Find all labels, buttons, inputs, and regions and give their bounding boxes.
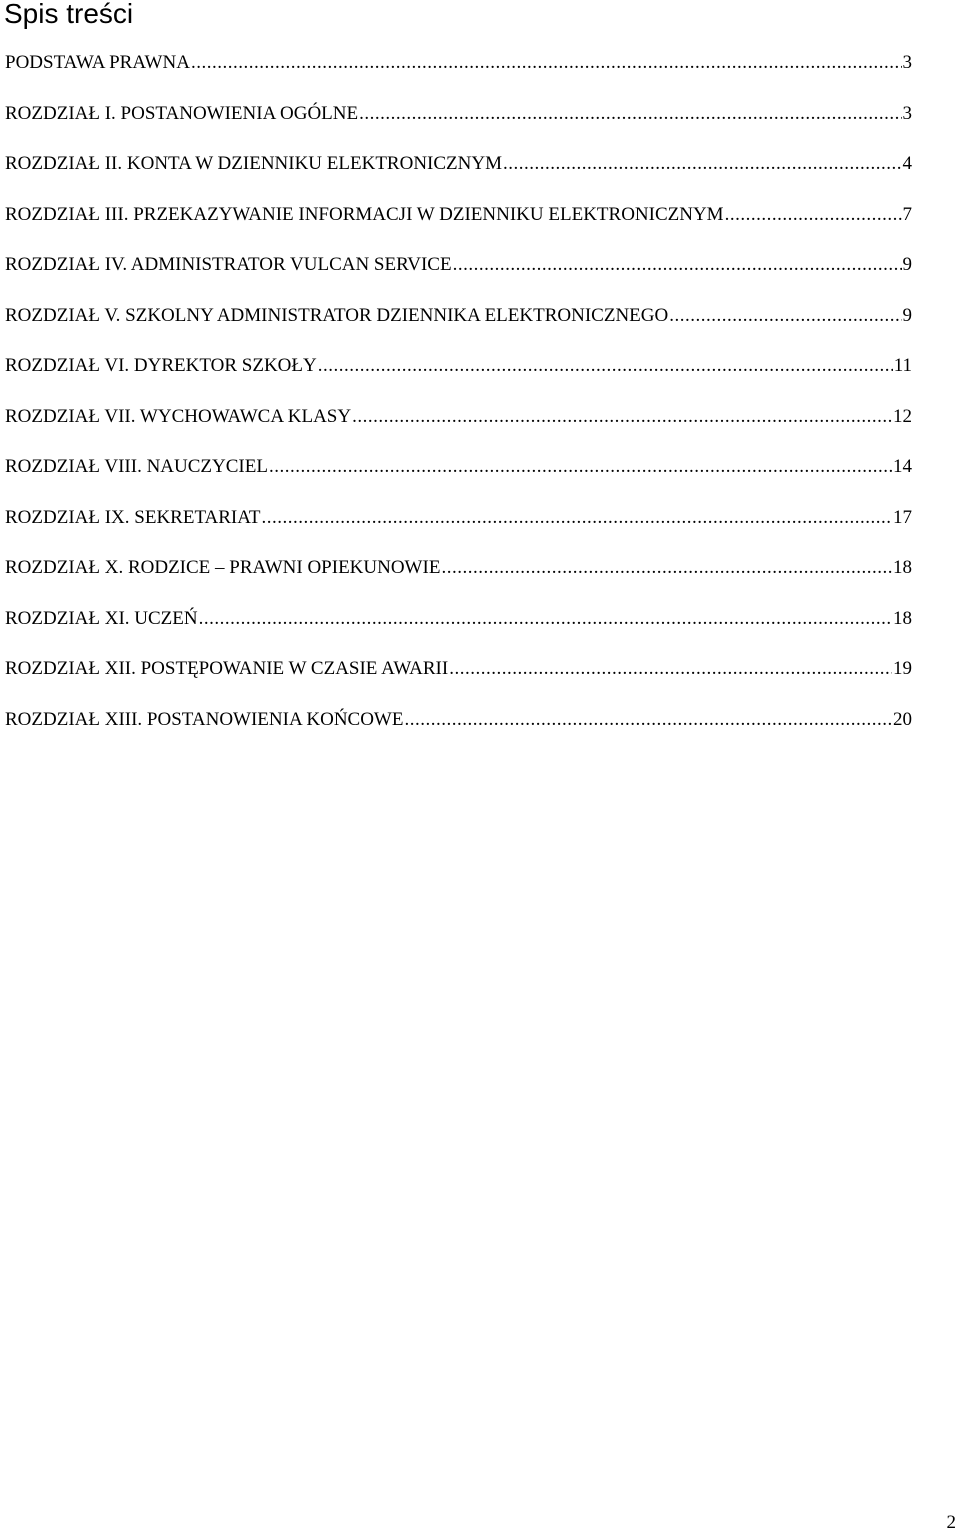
toc-entry-page: 4 — [902, 153, 912, 174]
toc-entry-label: ROZDZIAŁ V. SZKOLNY ADMINISTRATOR DZIENNIKA ELEKTRONICZNEGO — [5, 304, 669, 326]
toc-entry-page: 3 — [902, 52, 912, 73]
toc-entry-page: 12 — [893, 405, 912, 427]
toc-dot-leader — [404, 707, 892, 733]
toc-entry-label: ROZDZIAŁ XI. UCZEŃ — [5, 607, 198, 629]
toc-entry-label: ROZDZIAŁ IV. ADMINISTRATOR VULCAN SERVICE — [5, 254, 452, 275]
toc-entry[interactable] — [5, 50, 912, 101]
toc-entry-page: 9 — [902, 304, 912, 326]
toc-entry[interactable] — [5, 555, 912, 606]
toc-entry[interactable] — [5, 202, 912, 253]
toc-entry[interactable] — [5, 101, 912, 152]
toc-entry[interactable] — [5, 404, 912, 455]
toc-entry[interactable] — [5, 606, 912, 657]
toc-entry-label: ROZDZIAŁ X. RODZICE – PRAWNI OPIEKUNOWIE — [5, 557, 441, 578]
toc-dot-leader — [261, 505, 892, 531]
toc-dot-leader — [199, 606, 892, 632]
toc-entry-label: ROZDZIAŁ III. PRZEKAZYWANIE INFORMACJI W DZIENNIKU ELEKTRONICZNYM — [5, 203, 724, 225]
toc-dot-leader — [359, 101, 901, 127]
toc-entry-page: 14 — [893, 456, 912, 477]
toc-entry-label: ROZDZIAŁ II. KONTA W DZIENNIKU ELEKTRONICZNYM — [5, 153, 502, 174]
toc-entry-label: ROZDZIAŁ IX. SEKRETARIAT — [5, 506, 261, 528]
toc-dot-leader — [352, 404, 892, 430]
toc-dot-leader — [503, 151, 902, 177]
toc-entry-label: ROZDZIAŁ VIII. NAUCZYCIEL — [5, 456, 268, 477]
toc-dot-leader — [269, 454, 892, 480]
toc-entry[interactable] — [5, 656, 912, 707]
toc-entry[interactable] — [5, 454, 912, 505]
toc-dot-leader — [441, 555, 892, 581]
page-title: Spis treści — [4, 0, 134, 29]
toc-entry[interactable] — [5, 707, 912, 758]
toc-entry-label: ROZDZIAŁ VII. WYCHOWAWCA KLASY — [5, 405, 352, 427]
toc-dot-leader — [318, 353, 893, 379]
toc-entry[interactable] — [5, 303, 912, 354]
toc-entry-label: PODSTAWA PRAWNA — [5, 52, 190, 73]
toc-entry-page: 19 — [893, 658, 912, 679]
toc-entry-page: 18 — [893, 557, 912, 578]
toc-entry[interactable] — [5, 353, 912, 404]
toc-entry[interactable] — [5, 252, 912, 303]
toc-entry[interactable] — [5, 151, 912, 202]
toc-entry-label: ROZDZIAŁ XIII. POSTANOWIENIA KOŃCOWE — [5, 708, 404, 730]
toc-entry-page: 9 — [902, 254, 912, 275]
toc-entry-label: ROZDZIAŁ I. POSTANOWIENIA OGÓLNE — [5, 102, 359, 124]
toc-entry-page: 7 — [902, 203, 912, 225]
toc-entry-page: 11 — [893, 355, 912, 376]
toc-entry-page: 20 — [893, 708, 912, 730]
toc-dot-leader — [725, 202, 902, 228]
toc-dot-leader — [191, 50, 902, 76]
toc-entry-label: ROZDZIAŁ VI. DYREKTOR SZKOŁY — [5, 355, 317, 376]
toc-dot-leader — [453, 252, 902, 278]
toc-entry[interactable] — [5, 505, 912, 556]
toc-entry-page: 17 — [893, 506, 912, 528]
toc-entry-page: 18 — [893, 607, 912, 629]
toc-dot-leader — [669, 303, 901, 329]
table-of-contents — [5, 50, 912, 757]
toc-entry-label: ROZDZIAŁ XII. POSTĘPOWANIE W CZASIE AWARII — [5, 658, 449, 679]
page-number: 2 — [946, 1512, 956, 1533]
toc-entry-page: 3 — [902, 102, 912, 124]
toc-dot-leader — [449, 656, 892, 682]
